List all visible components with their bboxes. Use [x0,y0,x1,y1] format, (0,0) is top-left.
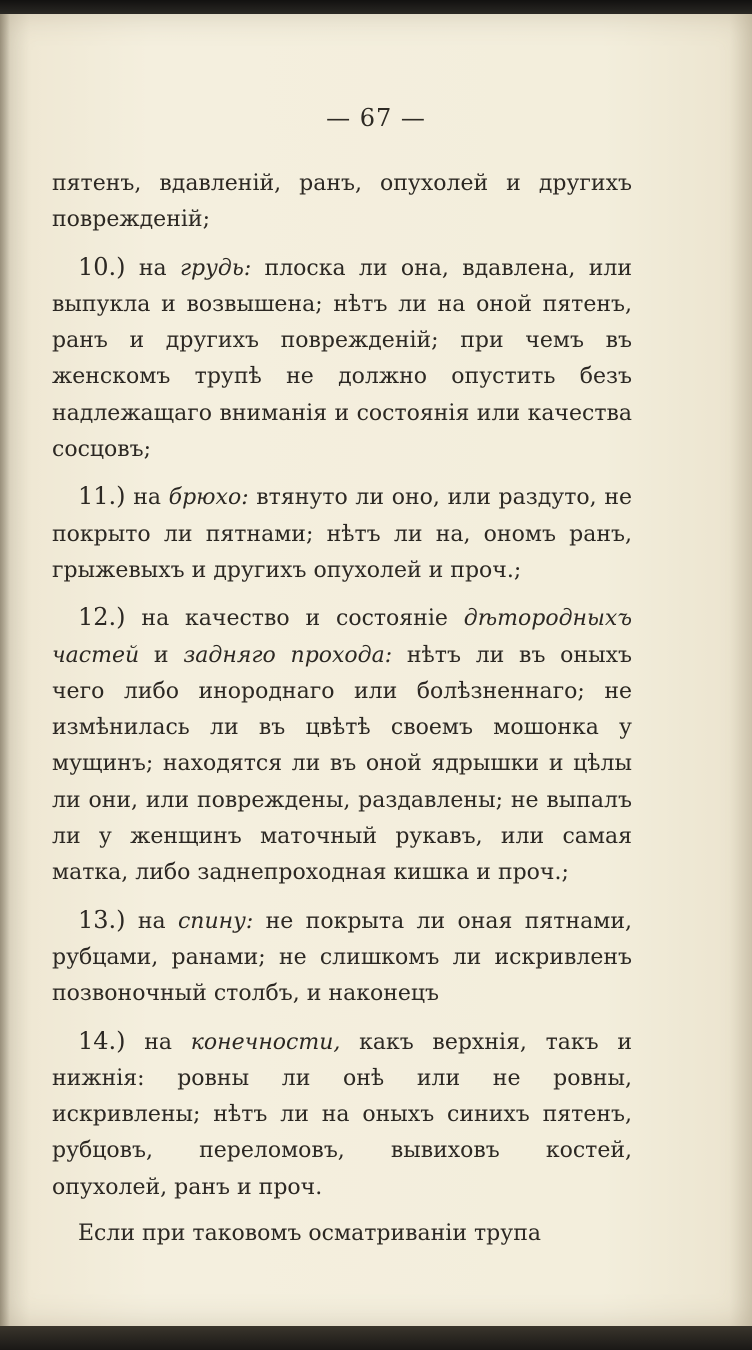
paragraph-p11 [52,478,632,589]
text-run: Если при таковомъ осматриванiи трупа [78,1221,541,1247]
page-spine-shadow [0,14,10,1326]
paragraph-p12 [52,599,632,891]
book-page [0,14,752,1326]
item-number: 12.) [78,603,126,632]
item-number: 11.) [78,482,126,511]
text-run: втянуто ли оно, или раздуто, не покрыто ли пятнами; нѣтъ ли на, ономъ ранъ, грыжевыхъ и другихъ опухолей и проч.; [52,485,632,583]
text-run: на [125,255,180,281]
paragraph-p15 [52,1216,632,1252]
body-text [52,166,632,1252]
emphasized-term: задняго прохода: [183,642,393,668]
paragraph-p13 [52,902,632,1013]
text-run: плоска ли она, вдавлена, или выпукла и возвышена; нѣтъ ли на оной пятенъ, ранъ и другихъ поврежденiй; при чемъ въ женскомъ трупѣ не должно опустить безъ надлежащаго вниманiя и состоянiя или качества сосцовъ; [52,255,633,463]
text-run: на [125,1029,191,1055]
text-run: на [125,485,169,511]
text-run: на [125,908,178,934]
emphasized-term: брюхо: [168,485,249,511]
text-run: и [139,642,184,668]
text-run: нѣтъ ли въ оныхъ чего либо инороднаго или болѣзненнаго; не измѣнилась ли въ цвѣтѣ своемъ мошонка у мущинъ; находятся ли въ оной ядрышки и цѣлы ли они, или повреждены, раздавлены; не выпалъ ли у женщинъ маточный рукавъ, или самая матка, либо заднепроходная кишка и проч.; [52,642,632,886]
paragraph-p10 [52,249,632,469]
text-run: не покрыта ли оная пятнами, рубцами, ранами; не слишкомъ ли искривленъ позвоночный столбъ, и наконецъ [52,908,632,1007]
text-run: на качество и состоянiе [125,606,464,632]
emphasized-term: спину: [177,908,254,934]
paragraph-p0 [52,166,632,239]
item-number: 13.) [78,905,126,934]
page-number: — 67 — [326,104,426,132]
emphasized-term: дѣтородныхъ частей [52,606,632,668]
item-number: 14.) [78,1026,126,1055]
paragraph-p14 [52,1023,632,1206]
emphasized-term: грудь: [179,255,252,281]
text-run: какъ верхнiя, такъ и нижнiя: ровны ли онѣ или не ровны, искривлены; нѣтъ ли на оныхъ синихъ пятенъ, рубцовъ, переломовъ, вывиховъ костей, опухолей, ранъ и проч. [52,1029,633,1200]
scan-top-edge [0,0,752,14]
scan-bottom-edge [0,1326,752,1350]
item-number: 10.) [78,252,126,281]
text-run: пятенъ, вдавленiй, ранъ, опухолей и другихъ поврежденiй; [52,171,632,233]
emphasized-term: конечности, [190,1029,341,1055]
